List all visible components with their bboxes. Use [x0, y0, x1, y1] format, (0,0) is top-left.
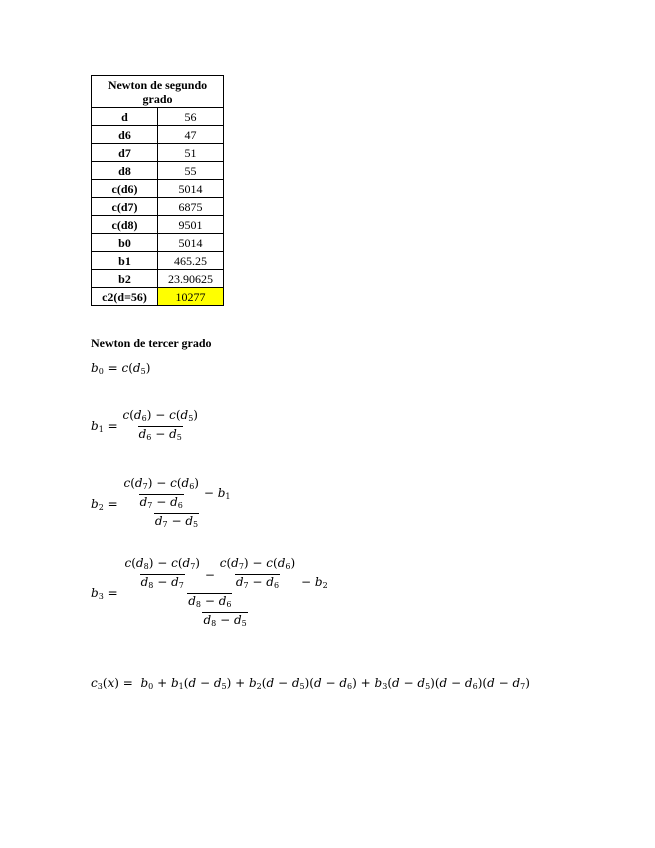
row-value: 9501 [158, 216, 224, 234]
row-value: 5014 [158, 234, 224, 252]
table-row [92, 216, 224, 234]
formula-b1: $b_1$ = $\frac{c(d_6) - c(d_5)}{d_6 - d_5}$ [91, 408, 199, 445]
row-value: 47 [158, 126, 224, 144]
table-row [92, 180, 224, 198]
row-value: 465.25 [158, 252, 224, 270]
result-value-highlighted: 10277 [158, 288, 224, 306]
table-row [92, 162, 224, 180]
row-label: b0 [92, 234, 158, 252]
formula-c3: $c_3(x) = b_0 + b_1(d - d_5) + b_2(d - d_5)(d - d_6) + b_3(d - d_5)(d - d_6)(d - d_7)$ [91, 676, 530, 691]
row-label: d6 [92, 126, 158, 144]
row-label: d [92, 108, 158, 126]
row-label: c2(d=56) [92, 288, 158, 306]
row-label: c(d8) [92, 216, 158, 234]
table-row [92, 108, 224, 126]
table-row [92, 144, 224, 162]
row-label: d7 [92, 144, 158, 162]
row-label: b1 [92, 252, 158, 270]
formula-b3: $b_3$ = $\frac{c(d_8) - c(d_7)}{d_8 - d_7}$ − $\frac{c(d_7) - c(d_6)}{d_7 - d_6}$ $d_8 - d_6$ − $b_2$ $d_8 - d_5$ [91, 556, 329, 631]
table-row [92, 126, 224, 144]
row-label: d8 [92, 162, 158, 180]
row-value: 23.90625 [158, 270, 224, 288]
row-label: c(d6) [92, 180, 158, 198]
table-row [92, 234, 224, 252]
row-label: c(d7) [92, 198, 158, 216]
row-value: 55 [158, 162, 224, 180]
formula-b0: $b_0 = c(d_5)$ [91, 361, 151, 376]
table-row [92, 252, 224, 270]
row-value: 51 [158, 144, 224, 162]
section-heading: Newton de tercer grado [91, 336, 212, 350]
formula-b2: $b_2$ = $\frac{c(d_7) - c(d_6)}{d_7 - d_6}$ − $b_1$ $d_7 - d_5$ [91, 476, 231, 532]
table-row [92, 270, 224, 288]
table-row [92, 198, 224, 216]
row-value: 5014 [158, 180, 224, 198]
row-value: 6875 [158, 198, 224, 216]
table-title: Newton de segundo grado [92, 76, 224, 108]
newton-second-degree-table [91, 75, 224, 306]
row-value: 56 [158, 108, 224, 126]
table-row [92, 288, 224, 306]
row-label: b2 [92, 270, 158, 288]
